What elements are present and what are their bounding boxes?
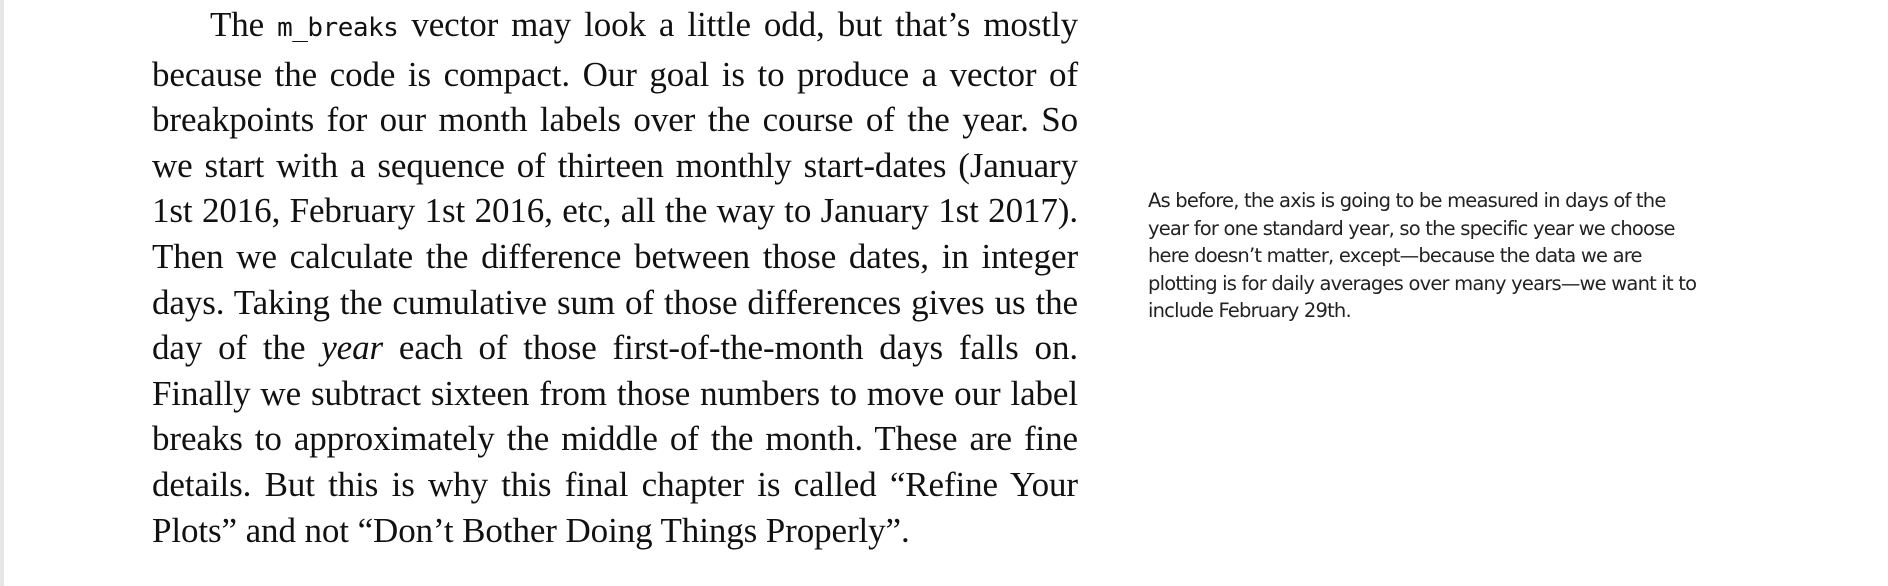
margin-note: As before, the axis is going to be measured in days of the year for one standard year, so the specific year we choose here doesn’t matter, except—because the data we are plotting is for daily averages over many years—we want it to include February 29th. bbox=[1148, 189, 1697, 323]
body-paragraph bbox=[152, 2, 1078, 553]
inline-code: m_breaks bbox=[277, 13, 399, 43]
paragraph-text-end: each of those first-of-the-month days falls on. Finally we subtract sixteen from those numbers to move our label breaks to approximately the middle of the month. These are fine details. But this is why this final chapter is called “Refine Your Plots” and not “Don’t Bother Doing Things Properly”. bbox=[152, 328, 1078, 550]
emphasized-word: year bbox=[321, 328, 384, 368]
paragraph-text-middle: vector may look a little odd, but that’s mostly because the code is compact. Our goal is to produce a vector of breakpoints for our month labels over the course of the year. So we start with a sequence of thirteen monthly start-dates (January 1st 2016, February 1st 2016, etc, all the way to January 1st 2017). Then we calculate the difference between those dates, in integer days. Taking the cumulative sum of those differences gives us the day of the bbox=[152, 5, 1079, 368]
paragraph-text-start: The bbox=[210, 5, 278, 44]
page-edge bbox=[0, 0, 4, 586]
